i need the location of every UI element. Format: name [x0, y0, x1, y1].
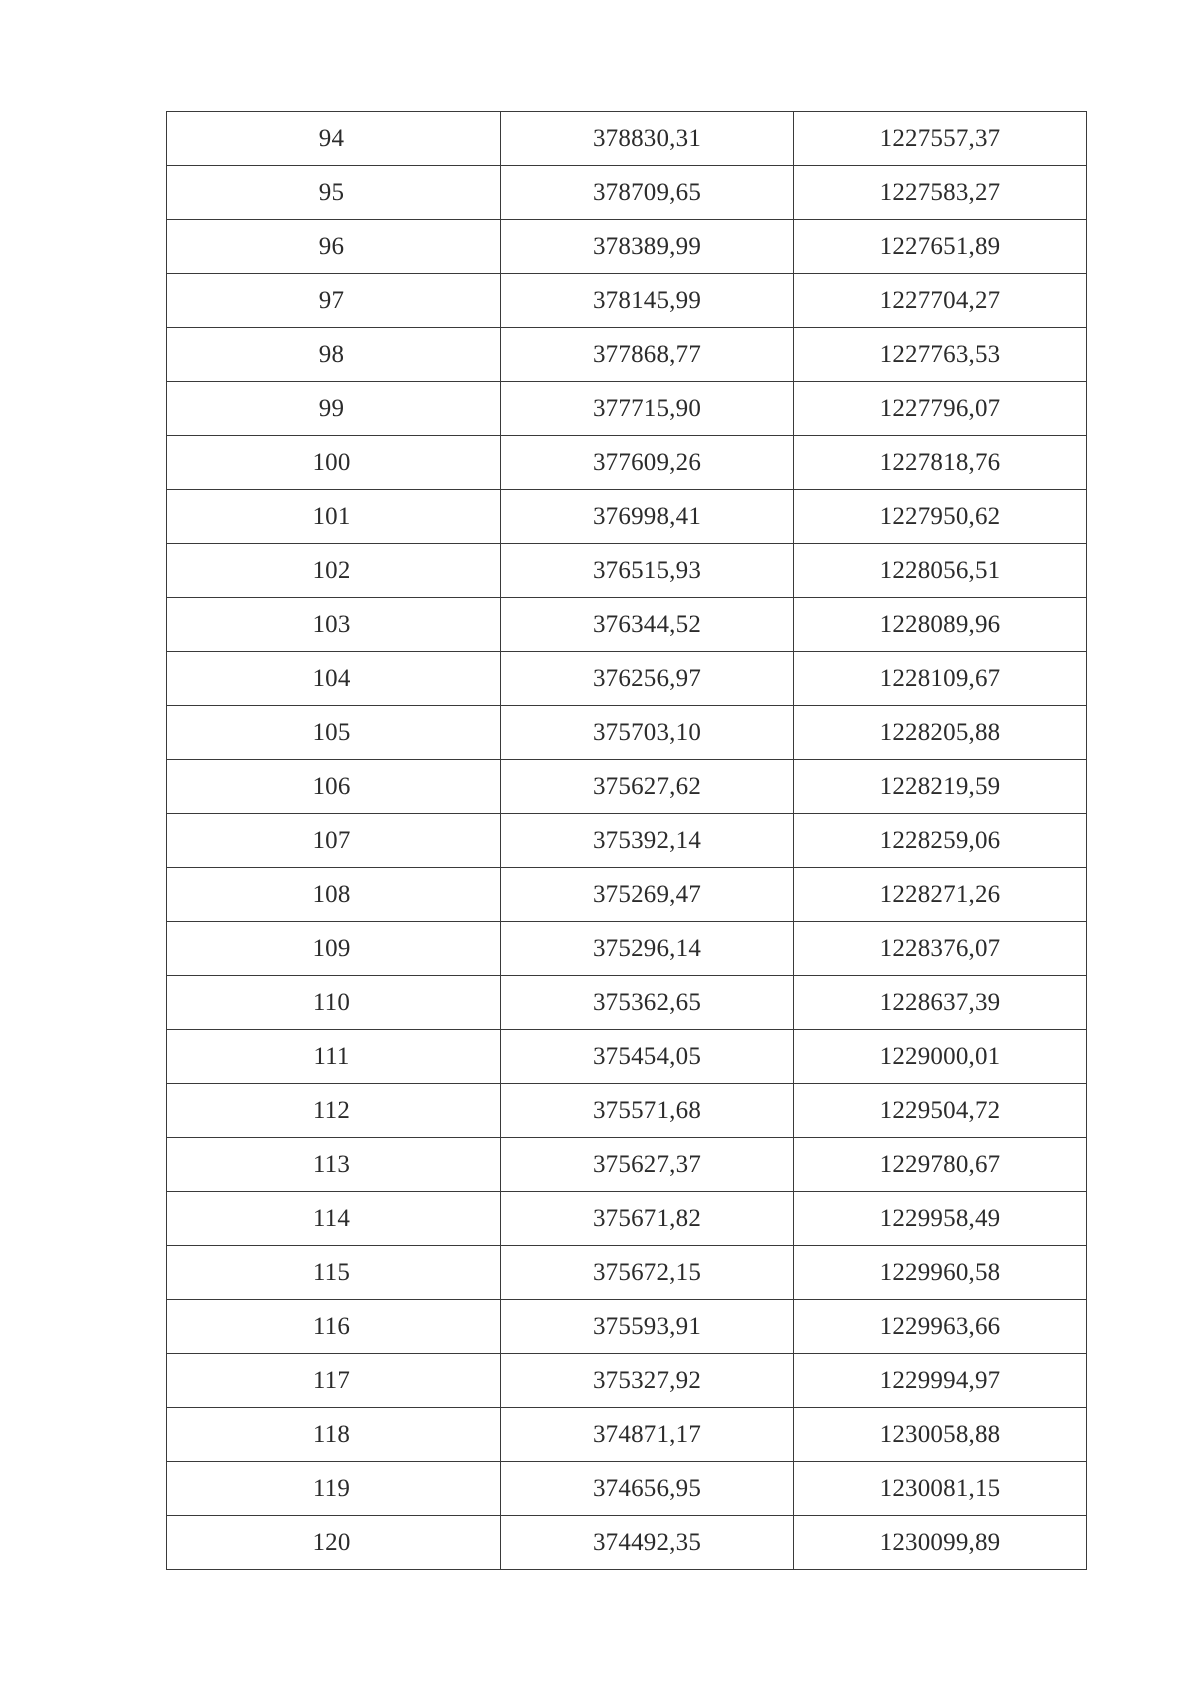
y-coordinate-cell: 1230058,88 — [794, 1408, 1087, 1462]
x-coordinate-cell: 378709,65 — [501, 166, 794, 220]
x-coordinate-cell: 377609,26 — [501, 436, 794, 490]
table-row — [167, 1462, 1087, 1516]
point-number-cell: 112 — [167, 1084, 501, 1138]
table-row — [167, 1138, 1087, 1192]
y-coordinate-cell: 1227818,76 — [794, 436, 1087, 490]
x-coordinate-cell: 376515,93 — [501, 544, 794, 598]
x-coordinate-cell: 375296,14 — [501, 922, 794, 976]
table-row — [167, 436, 1087, 490]
point-number-cell: 101 — [167, 490, 501, 544]
y-coordinate-cell: 1229504,72 — [794, 1084, 1087, 1138]
point-number-cell: 99 — [167, 382, 501, 436]
point-number-cell: 116 — [167, 1300, 501, 1354]
y-coordinate-cell: 1228089,96 — [794, 598, 1087, 652]
x-coordinate-cell: 377715,90 — [501, 382, 794, 436]
table-row — [167, 1516, 1087, 1570]
x-coordinate-cell: 376998,41 — [501, 490, 794, 544]
y-coordinate-cell: 1227796,07 — [794, 382, 1087, 436]
x-coordinate-cell: 376344,52 — [501, 598, 794, 652]
point-number-cell: 118 — [167, 1408, 501, 1462]
x-coordinate-cell: 375269,47 — [501, 868, 794, 922]
coordinates-table — [166, 111, 1087, 1570]
x-coordinate-cell: 374656,95 — [501, 1462, 794, 1516]
y-coordinate-cell: 1228271,26 — [794, 868, 1087, 922]
table-row — [167, 1408, 1087, 1462]
point-number-cell: 105 — [167, 706, 501, 760]
point-number-cell: 109 — [167, 922, 501, 976]
x-coordinate-cell: 375571,68 — [501, 1084, 794, 1138]
y-coordinate-cell: 1229958,49 — [794, 1192, 1087, 1246]
y-coordinate-cell: 1229780,67 — [794, 1138, 1087, 1192]
x-coordinate-cell: 375671,82 — [501, 1192, 794, 1246]
table-row — [167, 1192, 1087, 1246]
table-row — [167, 274, 1087, 328]
x-coordinate-cell: 374871,17 — [501, 1408, 794, 1462]
table-row — [167, 706, 1087, 760]
point-number-cell: 98 — [167, 328, 501, 382]
x-coordinate-cell: 375392,14 — [501, 814, 794, 868]
table-row — [167, 544, 1087, 598]
point-number-cell: 111 — [167, 1030, 501, 1084]
point-number-cell: 114 — [167, 1192, 501, 1246]
y-coordinate-cell: 1228056,51 — [794, 544, 1087, 598]
x-coordinate-cell: 376256,97 — [501, 652, 794, 706]
point-number-cell: 103 — [167, 598, 501, 652]
table-row — [167, 1030, 1087, 1084]
x-coordinate-cell: 375362,65 — [501, 976, 794, 1030]
x-coordinate-cell: 375627,62 — [501, 760, 794, 814]
x-coordinate-cell: 375672,15 — [501, 1246, 794, 1300]
x-coordinate-cell: 375627,37 — [501, 1138, 794, 1192]
point-number-cell: 96 — [167, 220, 501, 274]
y-coordinate-cell: 1228219,59 — [794, 760, 1087, 814]
y-coordinate-cell: 1227583,27 — [794, 166, 1087, 220]
y-coordinate-cell: 1230081,15 — [794, 1462, 1087, 1516]
x-coordinate-cell: 375454,05 — [501, 1030, 794, 1084]
table-row — [167, 922, 1087, 976]
table-row — [167, 1300, 1087, 1354]
table-row — [167, 382, 1087, 436]
table-row — [167, 868, 1087, 922]
point-number-cell: 100 — [167, 436, 501, 490]
x-coordinate-cell: 374492,35 — [501, 1516, 794, 1570]
x-coordinate-cell: 378830,31 — [501, 112, 794, 166]
y-coordinate-cell: 1227950,62 — [794, 490, 1087, 544]
x-coordinate-cell: 375327,92 — [501, 1354, 794, 1408]
y-coordinate-cell: 1228259,06 — [794, 814, 1087, 868]
table-row — [167, 328, 1087, 382]
y-coordinate-cell: 1227763,53 — [794, 328, 1087, 382]
y-coordinate-cell: 1228637,39 — [794, 976, 1087, 1030]
point-number-cell: 102 — [167, 544, 501, 598]
point-number-cell: 107 — [167, 814, 501, 868]
point-number-cell: 115 — [167, 1246, 501, 1300]
y-coordinate-cell: 1227704,27 — [794, 274, 1087, 328]
point-number-cell: 113 — [167, 1138, 501, 1192]
table-row — [167, 1246, 1087, 1300]
y-coordinate-cell: 1229960,58 — [794, 1246, 1087, 1300]
point-number-cell: 110 — [167, 976, 501, 1030]
coordinates-table-body — [167, 112, 1087, 1570]
table-row — [167, 598, 1087, 652]
table-row — [167, 1354, 1087, 1408]
point-number-cell: 97 — [167, 274, 501, 328]
point-number-cell: 117 — [167, 1354, 501, 1408]
y-coordinate-cell: 1228376,07 — [794, 922, 1087, 976]
table-row — [167, 166, 1087, 220]
table-row — [167, 814, 1087, 868]
y-coordinate-cell: 1227651,89 — [794, 220, 1087, 274]
point-number-cell: 106 — [167, 760, 501, 814]
table-row — [167, 490, 1087, 544]
x-coordinate-cell: 378389,99 — [501, 220, 794, 274]
x-coordinate-cell: 377868,77 — [501, 328, 794, 382]
y-coordinate-cell: 1229000,01 — [794, 1030, 1087, 1084]
y-coordinate-cell: 1229963,66 — [794, 1300, 1087, 1354]
point-number-cell: 108 — [167, 868, 501, 922]
point-number-cell: 119 — [167, 1462, 501, 1516]
x-coordinate-cell: 378145,99 — [501, 274, 794, 328]
y-coordinate-cell: 1228109,67 — [794, 652, 1087, 706]
x-coordinate-cell: 375703,10 — [501, 706, 794, 760]
table-row — [167, 112, 1087, 166]
table-row — [167, 1084, 1087, 1138]
point-number-cell: 95 — [167, 166, 501, 220]
table-row — [167, 220, 1087, 274]
y-coordinate-cell: 1227557,37 — [794, 112, 1087, 166]
table-row — [167, 976, 1087, 1030]
point-number-cell: 94 — [167, 112, 501, 166]
y-coordinate-cell: 1228205,88 — [794, 706, 1087, 760]
table-row — [167, 760, 1087, 814]
table-row — [167, 652, 1087, 706]
x-coordinate-cell: 375593,91 — [501, 1300, 794, 1354]
point-number-cell: 120 — [167, 1516, 501, 1570]
point-number-cell: 104 — [167, 652, 501, 706]
y-coordinate-cell: 1230099,89 — [794, 1516, 1087, 1570]
y-coordinate-cell: 1229994,97 — [794, 1354, 1087, 1408]
